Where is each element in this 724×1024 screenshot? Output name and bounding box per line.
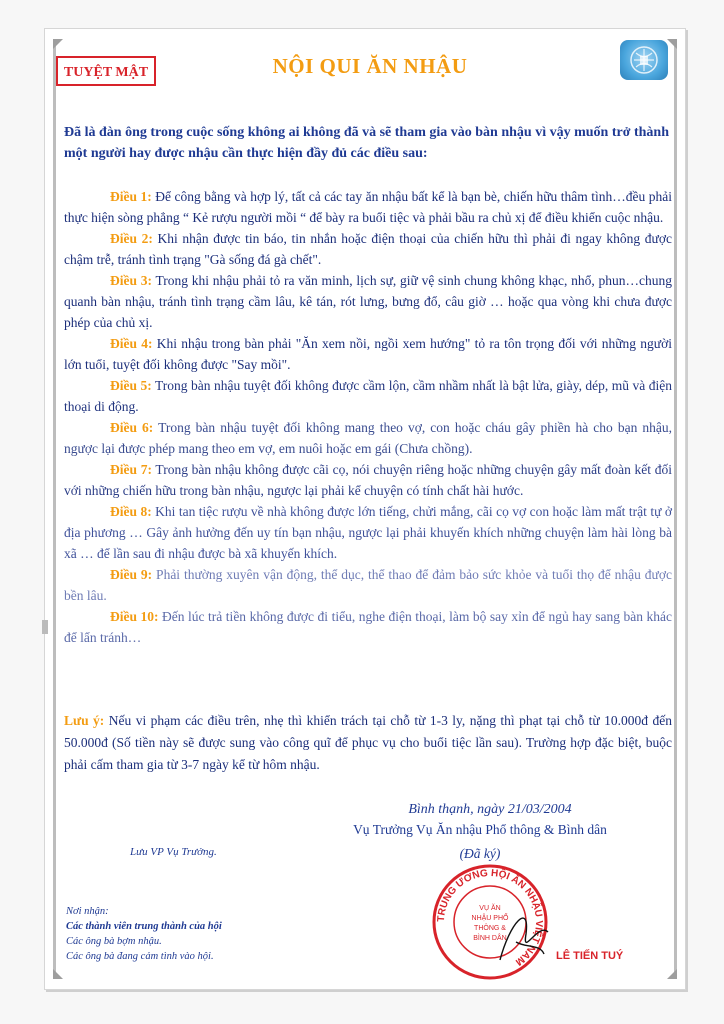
- article-text: Khi tan tiệc rượu về nhà không được lớn tiếng, chửi mắng, cãi cọ vợ con hoặc làm mất trật tự ở địa phương … Gây ảnh hưởng đến uy tín bạn nhậu, ngược lại phải khuyến khích những chuyện làm hài lòng bà xã … để lần sau đi nhậu được bà xã khuyến khích.: [64, 504, 672, 561]
- svg-text:VỤ ĂN: VỤ ĂN: [479, 905, 501, 912]
- emblem-logo-icon: [620, 40, 668, 80]
- article-text: Khi nhậu trong bàn phải "Ăn xem nồi, ngồi xem hướng" tỏ ra tôn trọng đối với những người lớn tuổi, tuyệt đối không được "Say mồi".: [64, 336, 672, 372]
- recipients-header: Nơi nhận:: [66, 906, 109, 917]
- article-10: [64, 606, 672, 648]
- note-paragraph: [64, 710, 672, 776]
- note-text: Nếu vi phạm các điều trên, nhẹ thì khiển trách tại chỗ từ 1-3 ly, nặng thì phạt tại chỗ từ 10.000đ đến 50.000đ (Số tiền này sẽ được sung vào công quĩ để phục vụ cho buổi tiệc lần sau). Trường hợp đặc biệt, buộc phải cấm tham gia từ 3-7 ngày kể từ hôm nhậu.: [64, 713, 672, 772]
- article-text: Khi nhận được tin báo, tin nhắn hoặc điện thoại của chiến hữu thì phải đi ngay không được chậm trễ, tránh tình trạng "Gà sống đá gà chết".: [64, 231, 672, 267]
- article-7: [64, 459, 672, 501]
- article-label: Điều 7:: [110, 462, 152, 477]
- article-label: Điều 1:: [110, 189, 152, 204]
- article-label: Điều 3:: [110, 273, 152, 288]
- article-4: [64, 333, 672, 375]
- corner-mark: [53, 39, 63, 49]
- article-text: Trong bàn nhậu không được cãi cọ, nói chuyện riêng hoặc những chuyện gây mất đoàn kết đối với những chiến hữu trong bàn nhậu, ngược lại phải kể chuyện có tính chất hài hước.: [64, 462, 672, 498]
- secret-stamp: TUYỆT MẬT: [56, 56, 156, 86]
- article-3: [64, 270, 672, 333]
- article-label: Điều 5:: [110, 378, 152, 393]
- article-text: Phải thường xuyên vận động, thể dục, thể thao để đảm bảo sức khỏe và tuổi thọ để nhậu được bền lâu.: [64, 567, 673, 603]
- article-label: Điều 6:: [110, 420, 154, 435]
- note-label: Lưu ý:: [64, 713, 105, 728]
- article-text: Trong khi nhậu phải tỏ ra văn minh, lịch sự, giữ vệ sinh chung không khạc, nhổ, phun…chung quanh bàn nhậu, tránh tình trạng cầm lâu, kê tán, rót lưng, bưng đổ, câu giờ … hoặc qua vòng khi chưa được phép của chủ xị.: [64, 273, 672, 330]
- articles-list: [64, 186, 672, 648]
- article-6: [64, 417, 672, 459]
- document-title: NỘI QUI ĂN NHẬU: [272, 54, 468, 78]
- signature-date: Bình thạnh, ngày 21/03/2004: [408, 802, 572, 817]
- signature-signed: (Đã ký): [459, 846, 501, 861]
- article-label: Điều 8:: [110, 504, 152, 519]
- svg-text:THÔNG &: THÔNG &: [474, 925, 506, 932]
- recipients-block: [66, 904, 222, 964]
- article-label: Điều 2:: [110, 231, 153, 246]
- article-5: [64, 375, 672, 417]
- corner-mark: [53, 969, 63, 979]
- svg-text:NHẬU PHỔ: NHẬU PHỔ: [471, 915, 509, 922]
- article-2: [64, 228, 672, 270]
- corner-mark: [667, 39, 677, 49]
- recipient-item: Các ông bà đang cảm tình vào hội.: [66, 951, 214, 962]
- recipient-item: Các thành viên trung thành của hội: [66, 921, 222, 932]
- article-label: Điều 4:: [110, 336, 153, 351]
- margin-mark: [42, 620, 48, 634]
- article-text: Đến lúc trả tiền không được đi tiểu, nghe điện thoại, làm bộ say xỉn để ngủ hay sang bàn khác để lẩn tránh…: [64, 609, 672, 645]
- intro-paragraph: Đã là đàn ông trong cuộc sống không ai không đã và sẽ tham gia vào bàn nhậu vì vậy muốn trở thành một người hay được nhậu cần thực hiện đầy đủ các điều sau:: [64, 125, 669, 161]
- recipient-item: Các ông bà bợm nhậu.: [66, 936, 162, 947]
- svg-text:TRUNG ƯƠNG HỘI ĂN NHẬU VIỆT NA: TRUNG ƯƠNG HỘI ĂN NHẬU VIỆT NAM: [435, 867, 545, 968]
- article-text: Trong bàn nhậu tuyệt đối không mang theo vợ, con hoặc cháu gây phiền hà cho bạn nhậu, ngược lại được phép mang theo em vợ, em nuôi hoặc em gái (Chưa chồng).: [64, 420, 672, 456]
- signer-name: LÊ TIẾN TUÝ: [556, 950, 624, 962]
- official-seal: [430, 862, 550, 982]
- corner-mark: [667, 969, 677, 979]
- signature-role: Vụ Trưởng Vụ Ăn nhậu Phổ thông & Bình dân: [353, 822, 607, 837]
- svg-text:BÌNH DÂN: BÌNH DÂN: [473, 935, 507, 942]
- article-1: [64, 186, 672, 228]
- article-8: [64, 501, 672, 564]
- article-label: Điều 9:: [110, 567, 153, 582]
- article-text: Trong bàn nhậu tuyệt đối không được cầm lộn, cầm nhầm nhất là bật lửa, giày, dép, mũ và điện thoại di động.: [64, 378, 672, 414]
- article-text: Để công bằng và hợp lý, tất cả các tay ăn nhậu bất kể là bạn bè, chiến hữu thâm tình…đều phải thực hiện sòng phẳng “ Kẻ rượu người mồi “ để bày ra buổi tiệc và phải bầu ra chủ xị để điều khiển cuộc nhậu.: [64, 189, 672, 225]
- article-9: [64, 564, 672, 606]
- archive-note: Lưu VP Vụ Trưởng.: [130, 846, 217, 858]
- article-label: Điều 10:: [110, 609, 159, 624]
